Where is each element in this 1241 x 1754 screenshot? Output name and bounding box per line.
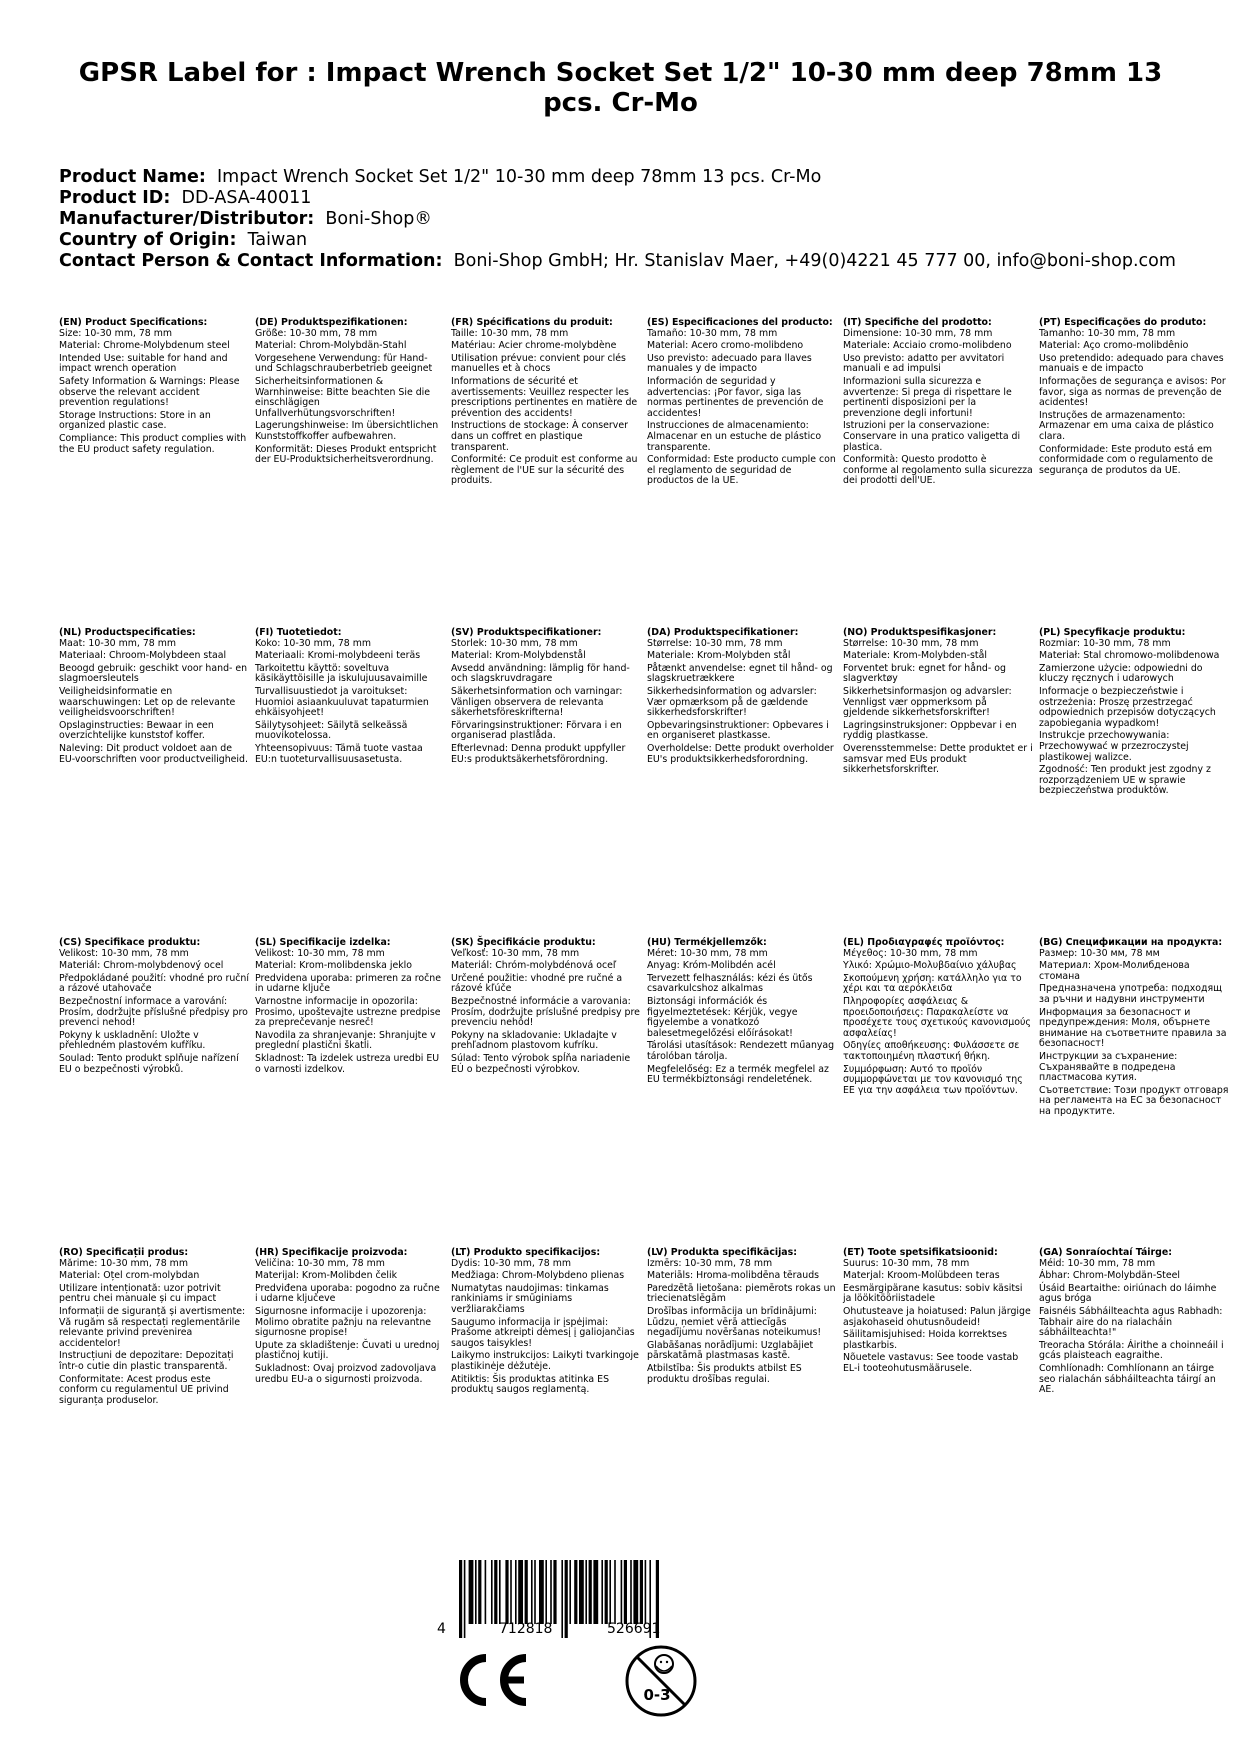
spec-line: Tarkoitettu käyttö: soveltuva käsikäyttöisille ja iskulujuusavaimille — [255, 662, 428, 685]
spec-heading: (FR) Spécifications du produit: — [451, 317, 613, 328]
spec-line: Instructions de stockage: À conserver dans un coffret en plastique transparent. — [451, 420, 628, 453]
spec-block — [255, 938, 445, 1077]
spec-line: Efterlevnad: Denna produkt uppfyller EU:s produktsäkerhetsförordning. — [451, 742, 626, 765]
spec-line: Atbilstība: Šis produkts atbilst ES produktu drošības regulai. — [647, 1362, 802, 1385]
spec-line: Uso previsto: adecuado para llaves manuales y de impacto — [647, 352, 812, 375]
spec-heading: (SV) Produktspecifikationer: — [451, 627, 602, 638]
spec-heading: (IT) Specifiche del prodotto: — [843, 317, 992, 328]
spec-line: Opslaginstructies: Bewaar in een overzichtelijke kunststof koffer. — [59, 719, 214, 742]
spec-line: Veličina: 10-30 mm, 78 mm — [255, 1257, 385, 1269]
spec-line: Naleving: Dit product voldoet aan de EU-voorschriften voor productveiligheid. — [59, 742, 248, 765]
spec-heading: (ES) Especificaciones del producto: — [647, 317, 833, 328]
info-label: Country of Origin: — [59, 230, 237, 250]
info-label: Manufacturer/Distributor: — [59, 209, 315, 229]
spec-line: Méret: 10-30 mm, 78 mm — [647, 947, 768, 959]
barcode-bar — [545, 1560, 547, 1624]
barcode-bar — [485, 1560, 487, 1624]
product-id-row — [59, 188, 1209, 209]
spec-heading: (FI) Tuotetiedot: — [255, 627, 342, 638]
spec-line: Koko: 10-30 mm, 78 mm — [255, 637, 372, 649]
spec-line: Overholdelse: Dette produkt overholder EU's produktsikkerhedsforordning. — [647, 742, 834, 765]
spec-line: Izmērs: 10-30 mm, 78 mm — [647, 1257, 773, 1269]
spec-block — [647, 938, 837, 1088]
spec-line: Treoracha Stórála: Áirithe a choinneáil i gcás plaisteach eagraithe. — [1039, 1339, 1224, 1362]
barcode-bar — [589, 1560, 592, 1624]
spec-line: Rozmiar: 10-30 mm, 78 mm — [1039, 637, 1171, 649]
spec-line: Předpokládané použití: vhodné pro ruční a rázové utahovače — [59, 972, 249, 995]
spec-block — [1039, 938, 1229, 1120]
spec-block — [647, 1248, 837, 1387]
spec-line: Varnostne informacije in opozorila: Prosimo, upoštevajte ustrezne predpise za preprečevanje nesreč! — [255, 995, 441, 1029]
spec-line: Conformidade: Este produto está em conformidade com o regulamento de segurança de produtos da UE. — [1039, 443, 1214, 476]
spec-line: Materjal: Kroom-Molübdeen teras — [843, 1270, 1000, 1282]
spec-line: Velikost: 10-30 mm, 78 mm — [59, 947, 189, 959]
spec-line: Påtænkt anvendelse: egnet til hånd- og slagskruetrækkere — [647, 662, 833, 685]
spec-line: Съответствие: Този продукт отговаря на регламента на ЕС за безопасност на продуктите. — [1039, 1084, 1229, 1117]
barcode-bar — [601, 1560, 603, 1624]
barcode-digit: 712818 — [499, 1621, 553, 1637]
spec-heading: (RO) Specificații produs: — [59, 1247, 189, 1258]
spec-line: Comhlíonadh: Comhlíonann an táirge seo rialachán sábháilteachta táirgí an AE. — [1039, 1362, 1216, 1396]
spec-line: Forventet bruk: egnet for hånd- og slagverktøy — [843, 662, 1006, 685]
spec-line: Materiaali: Kromi-molybdeeni teräs — [255, 650, 421, 662]
spec-heading: (LT) Produkto specifikacijos: — [451, 1247, 601, 1258]
barcode-bar — [550, 1560, 552, 1624]
spec-line: Paredzētā lietošana: piemērots rokas un triecienatslēgām — [647, 1282, 836, 1305]
spec-line: Инструкции за съхранение: Съхранявайте в подредена пластмасова кутия. — [1039, 1050, 1178, 1084]
spec-line: Μέγεθος: 10-30 mm, 78 mm — [843, 947, 978, 959]
spec-line: Material: Chrome-Molybdenum steel — [59, 340, 230, 352]
product-info — [59, 167, 1209, 272]
spec-line: Pokyny k uskladnění: Uložte v přehledném plastovém kufříku. — [59, 1029, 206, 1052]
spec-line: Sicherheitsinformationen & Warnhinweise: Bitte beachten Sie die einschlägigen Unfallverhütungsvorschriften! — [255, 375, 431, 419]
barcode-bar — [630, 1560, 632, 1624]
spec-heading: (NL) Productspecificaties: — [59, 627, 196, 638]
spec-line: Dimensione: 10-30 mm, 78 mm — [843, 327, 993, 339]
barcode-bar — [475, 1560, 477, 1624]
spec-heading: (GA) Sonraíochtaí Táirge: — [1039, 1247, 1172, 1258]
barcode-bar — [633, 1560, 638, 1624]
spec-line: Tamanho: 10-30 mm, 78 mm — [1039, 327, 1176, 339]
spec-heading: (SL) Specifikacije izdelka: — [255, 937, 391, 948]
spec-heading: (DA) Produktspecifikationer: — [647, 627, 799, 638]
spec-block — [451, 938, 641, 1077]
spec-line: Sigurnosne informacije i upozorenja: Molimo obratite pažnju na relevantne sigurnosne propise! — [255, 1305, 432, 1339]
spec-line: Turvallisuustiedot ja varoitukset: Huomioi asiaankuuluvat tapaturmien ehkäisyohjeet! — [255, 685, 429, 719]
spec-line: Maat: 10-30 mm, 78 mm — [59, 637, 177, 649]
spec-line: Zamierzone użycie: odpowiedni do kluczy ręcznych i udarowych — [1039, 662, 1203, 685]
spec-line: Predvidena uporaba: primeren za ročne in udarne ključe — [255, 972, 441, 995]
spec-line: Informazioni sulla sicurezza e avvertenze: Si prega di rispettare le pertinenti disposizioni per la prevenzione degli infortuni! — [843, 375, 1012, 419]
barcode-bar — [645, 1560, 647, 1624]
info-label: Product ID: — [59, 188, 171, 208]
country-row — [59, 230, 1209, 251]
barcode-bar — [624, 1560, 627, 1624]
spec-block — [255, 318, 445, 468]
info-value: Impact Wrench Socket Set 1/2" 10-30 mm deep 78mm 13 pcs. Cr-Mo — [217, 167, 822, 187]
spec-line: Intended Use: suitable for hand and impact wrench operation — [59, 352, 228, 375]
spec-line: Eesmärgipärane kasutus: sobiv käsitsi ja löökitööriistadele — [843, 1282, 1023, 1305]
barcode-bar — [585, 1560, 587, 1624]
spec-block — [843, 628, 1033, 778]
barcode-bar — [491, 1560, 493, 1624]
spec-heading: (SK) Špecifikácie produktu: — [451, 937, 596, 948]
spec-line: Istruzioni per la conservazione: Conservare in una pratico valigetta di plastica. — [843, 420, 1021, 453]
spec-line: Størrelse: 10-30 mm, 78 mm — [843, 637, 979, 649]
spec-line: Numatytas naudojimas: tinkamas rankiniams ir smūginiams veržliarakčiams — [451, 1282, 609, 1315]
spec-line: Matériau: Acier chrome-molybdène — [451, 340, 617, 352]
barcode-bar — [531, 1560, 533, 1624]
spec-line: Atitiktis: Šis produktas atitinka ES produktų saugos reglamentą. — [451, 1373, 610, 1396]
spec-block — [647, 628, 837, 767]
barcode-bar — [499, 1560, 501, 1624]
barcode-bar — [640, 1560, 643, 1624]
contact-row — [59, 251, 1209, 272]
spec-line: Dydis: 10-30 mm, 78 mm — [451, 1257, 571, 1269]
barcode-bar — [525, 1560, 528, 1624]
product-name-row — [59, 167, 1209, 188]
spec-block — [451, 1248, 641, 1398]
spec-line: Materiale: Krom-Molybden-stål — [843, 650, 987, 662]
spec-line: Materiale: Krom-Molybden stål — [647, 650, 791, 662]
spec-line: Konformität: Dieses Produkt entspricht der EU-Produktsicherheitsverordnung. — [255, 443, 437, 466]
spec-line: Veľkosť: 10-30 mm, 78 mm — [451, 947, 580, 959]
spec-line: Faisnéis Sábháilteachta agus Rabhadh: Tabhair aire do na rialacháin sábháilteachta!" — [1039, 1305, 1223, 1339]
spec-line: Conformità: Questo prodotto è conforme al regolamento sulla sicurezza dei prodotti dell'UE. — [843, 454, 1033, 487]
spec-block — [59, 628, 249, 767]
spec-line: Mărime: 10-30 mm, 78 mm — [59, 1257, 188, 1269]
spec-line: Soulad: Tento produkt splňuje nařízení EU o bezpečnosti výrobků. — [59, 1052, 239, 1075]
spec-line: Informações de segurança e avisos: Por favor, siga as normas de prevenção de acidentes! — [1039, 375, 1226, 409]
spec-line: Materiāls: Hroma-molibdēna tērauds — [647, 1270, 820, 1282]
spec-line: Vorgesehene Verwendung: für Hand- und Schlagschrauberbetrieb geeignet — [255, 352, 433, 375]
spec-line: Storlek: 10-30 mm, 78 mm — [451, 637, 578, 649]
spec-line: Skladnost: Ta izdelek ustreza uredbi EU o varnosti izdelkov. — [255, 1052, 440, 1075]
spec-heading: (PL) Specyfikacje produktu: — [1039, 627, 1186, 638]
spec-line: Nõuetele vastavus: See toode vastab EL-i tooteohutusmäärusele. — [843, 1352, 1019, 1374]
spec-line: Suurus: 10-30 mm, 78 mm — [843, 1257, 970, 1269]
spec-line: Материал: Хром-Молибденова стомана — [1039, 960, 1190, 982]
barcode-bar — [510, 1560, 512, 1624]
spec-line: Instruções de armazenamento: Armazenar em uma caixa de plástico clara. — [1039, 409, 1214, 442]
spec-line: Saugumo informacija ir įspėjimai: Prašome atkreipti dėmesį į galiojančias saugos taisykles! — [451, 1316, 635, 1349]
spec-heading: (HU) Termékjellemzők: — [647, 937, 767, 948]
spec-line: Συμμόρφωση: Αυτό το προϊόν συμμορφώνεται με τον κανονισμό της ΕΕ για την ασφάλεια των προϊόντων. — [843, 1063, 1023, 1096]
spec-line: Material: Krom-molibdenska jeklo — [255, 960, 412, 972]
spec-line: Uso previsto: adatto per avvitatori manuali e ad impulsi — [843, 352, 1005, 375]
barcode-bar — [464, 1560, 466, 1638]
barcode-bar — [515, 1560, 517, 1624]
spec-line: Biztonsági információk és figyelmeztetések: Kérjük, vegye figyelembe a vonatkozó balesetmegelőzési előírásokat! — [647, 995, 798, 1039]
barcode-bar — [609, 1560, 611, 1624]
spec-line: Predviđena uporaba: pogodno za ručne i udarne ključeve — [255, 1282, 440, 1305]
spec-line: Materiál: Chróm-molybdénová oceľ — [451, 960, 617, 972]
spec-line: Ohutusteave ja hoiatused: Palun järgige asjakohaseid ohutusnõudeid! — [843, 1305, 1031, 1328]
spec-line: Lagerungshinweise: Im übersichtlichen Kunststoffkoffer aufbewahren. — [255, 420, 439, 442]
barcode-bar — [505, 1560, 508, 1624]
spec-line: Taille: 10-30 mm, 78 mm — [451, 327, 569, 339]
spec-line: Materiaal: Chroom-Molybdeen staal — [59, 650, 227, 662]
ce-mark-icon — [448, 1652, 532, 1712]
spec-line: Velikost: 10-30 mm, 78 mm — [255, 947, 385, 959]
spec-line: Glabāšanas norādījumi: Uzglabājiet pārskatāmā plastmasas kastē. — [647, 1339, 814, 1362]
spec-line: Drošības informācija un brīdinājumi: Lūdzu, ņemiet vērā attiecīgās negadījumu novēršanas noteikumus! — [647, 1305, 822, 1339]
spec-block — [451, 628, 641, 767]
spec-line: Yhteensopivuus: Tämä tuote vastaa EU:n tuoteturvallisuusasetusta. — [255, 742, 423, 765]
spec-line: Størrelse: 10-30 mm, 78 mm — [647, 637, 783, 649]
spec-line: Material: Acero cromo-molibdeno — [647, 340, 804, 352]
spec-line: Material: Chrom-Molybdän-Stahl — [255, 340, 407, 352]
spec-line: Storage Instructions: Store in an organized plastic case. — [59, 409, 211, 432]
spec-line: Utilizare intenționată: uzor potrivit pentru chei manuale și cu impact — [59, 1282, 221, 1305]
info-label: Contact Person & Contact Information: — [59, 251, 443, 271]
spec-line: Sikkerhedsinformation og advarsler: Vær opmærksom på de gældende sikkerhedsforskrifter! — [647, 685, 817, 719]
spec-line: Navodila za shranjevanje: Shranjujte v preglední plastični škatli. — [255, 1029, 436, 1052]
spec-line: Größe: 10-30 mm, 78 mm — [255, 327, 378, 339]
spec-line: Utilisation prévue: convient pour clés manuelles et à chocs — [451, 352, 626, 375]
spec-line: Overensstemmelse: Dette produktet er i samsvar med EUs produkt sikkerhetsforskrifter. — [843, 742, 1033, 776]
spec-heading: (CS) Specifikace produktu: — [59, 937, 201, 948]
spec-block — [1039, 628, 1229, 799]
spec-line: Size: 10-30 mm, 78 mm — [59, 327, 173, 339]
barcode-digit: 526691 — [607, 1621, 661, 1637]
spec-block — [843, 318, 1033, 489]
barcode-bar — [518, 1560, 523, 1624]
spec-line: Laikymo instrukcijos: Laikyti tvarkingoje plastikinėje dėžutėje. — [451, 1350, 639, 1372]
spec-line: Opbevaringsinstruktioner: Opbevares i en organiseret plastkasse. — [647, 719, 829, 742]
spec-line: Safety Information & Warnings: Please observe the relevant accident prevention regulations! — [59, 375, 240, 409]
label-title: GPSR Label for : Impact Wrench Socket Set 1/2" 10-30 mm deep 78mm 13 pcs. Cr-Mo — [78, 58, 1163, 118]
spec-line: Tárolási utasítások: Rendezett műanyag tárolóban tárolja. — [647, 1040, 835, 1062]
spec-line: Säkerhetsinformation och varningar: Vänligen observera de relevanta säkerhetsföreskrifterna! — [451, 685, 623, 719]
spec-line: Materiál: Chrom-molybdenový ocel — [59, 960, 224, 972]
spec-line: Materiał: Stal chromowo-molibdenowa — [1039, 650, 1220, 662]
info-value: Taiwan — [247, 230, 308, 250]
barcode-bars — [437, 1560, 737, 1640]
barcode-bar — [574, 1560, 577, 1624]
barcode-bar — [614, 1560, 616, 1624]
spec-line: Sukladnost: Ovaj proizvod zadovoljava uredbu EU-a o sigurnosti proizvoda. — [255, 1362, 437, 1385]
spec-line: Förvaringsinstruktioner: Förvara i en organiserad plastlåda. — [451, 719, 622, 742]
spec-block — [1039, 318, 1229, 478]
spec-line: Tervezett felhasználás: kézi és ütős csavarkulcshoz alkalmas — [647, 972, 813, 995]
spec-line: Zgodność: Ten produkt jest zgodny z rozporządzeniem UE w sprawie bezpieczeństwa produktów. — [1039, 764, 1211, 797]
barcode-bar — [565, 1560, 568, 1638]
spec-line: Material: Oțel crom-molybdan — [59, 1270, 200, 1282]
spec-line: Veiligheidsinformatie en waarschuwingen: Let op de relevante veiligheidsvoorschriften! — [59, 685, 236, 719]
spec-line: Σκοπούμενη χρήση: κατάλληλο για το χέρι και τα αερόκλειδα — [843, 972, 1022, 995]
spec-block — [255, 628, 445, 767]
spec-line: Informații de siguranță și avertismente: Vă rugăm să respectați reglementările relevante privind prevenirea accidentelor! — [59, 1305, 246, 1349]
spec-line: Avsedd användning: lämplig för hand- och slagskruvdragare — [451, 662, 630, 685]
spec-block — [1039, 1248, 1229, 1398]
spec-block — [59, 938, 249, 1077]
spec-heading: (PT) Especificações do produto: — [1039, 317, 1207, 328]
barcode-bar — [539, 1560, 544, 1624]
spec-line: Materijal: Krom-Molibden čelik — [255, 1270, 398, 1282]
barcode-bar — [605, 1560, 608, 1624]
barcode-bar — [494, 1560, 497, 1624]
spec-line: Conformidad: Este producto cumple con el reglamento de seguridad de productos de la UE. — [647, 454, 836, 487]
spec-line: Conformitate: Acest produs este conform cu regulamentul UE privind siguranța produselor. — [59, 1373, 229, 1406]
spec-block — [451, 318, 641, 489]
spec-line: Megfelelőség: Ez a termék megfelel az EU termékbiztonsági rendeletének. — [647, 1063, 829, 1086]
barcode-bar — [553, 1560, 556, 1624]
spec-line: Instrukcje przechowywania: Przechowywać w przezroczystej plastikowej walizce. — [1039, 730, 1189, 763]
barcode-bar — [579, 1560, 584, 1624]
manufacturer-row — [59, 209, 1209, 230]
barcode-bar — [469, 1560, 474, 1624]
spec-block — [647, 318, 837, 489]
spec-line: Anyag: Króm-Molibdén acél — [647, 960, 776, 972]
svg-text:0-3: 0-3 — [643, 1686, 671, 1704]
spec-line: Säilitamisjuhised: Hoida korrektses plastkarbis. — [843, 1329, 1008, 1351]
barcode-bar — [478, 1560, 481, 1624]
spec-heading: (ET) Toote spetsifikatsioonid: — [843, 1247, 998, 1258]
spec-line: Materiale: Acciaio cromo-molibdeno — [843, 340, 1012, 352]
spec-line: Instrucciones de almacenamiento: Almacenar en un estuche de plástico transparente. — [647, 420, 822, 453]
spec-line: Información de seguridad y advertencias: ¡Por favor, siga las normas pertinentes de prevención de accidentes! — [647, 375, 824, 419]
spec-line: Οδηγίες αποθήκευσης: Φυλάσσετε σε τακτοποιημένη πλαστική θήκη. — [843, 1040, 1020, 1062]
spec-line: Instrucțiuni de depozitare: Depozitați într-o cutie din plastic transparentă. — [59, 1350, 234, 1372]
spec-block — [59, 1248, 249, 1408]
info-value: Boni-Shop® — [325, 209, 432, 229]
spec-line: Υλικό: Χρώμιο-Μολυβδαίνιο χάλυβας — [843, 960, 1017, 972]
barcode-bar — [621, 1560, 623, 1624]
spec-line: Medžiaga: Chrom-Molybdeno plienas — [451, 1270, 625, 1282]
spec-line: Uso pretendido: adequado para chaves manuais e de impacto — [1039, 352, 1224, 375]
spec-block — [255, 1248, 445, 1387]
spec-line: Compliance: This product complies with the EU product safety regulation. — [59, 432, 247, 455]
spec-heading: (NO) Produktspesifikasjoner: — [843, 627, 997, 638]
spec-heading: (BG) Спецификации на продукта: — [1039, 937, 1223, 948]
spec-line: Tamaño: 10-30 mm, 78 mm — [647, 327, 778, 339]
spec-line: Bezpečnostné informácie a varovania: Prosím, dodržujte príslušné predpisy pre prevenciu nehôd! — [451, 995, 640, 1029]
spec-heading: (LV) Produkta specifikācijas: — [647, 1247, 797, 1258]
spec-line: Pokyny na skladovanie: Ukladajte v prehľadnom plastovom kufríku. — [451, 1029, 617, 1052]
spec-line: Informations de sécurité et avertissements: Veuillez respecter les prescriptions pertinentes en matière de prévention des accidents! — [451, 375, 638, 419]
spec-block — [59, 318, 249, 457]
barcode-bar — [593, 1560, 598, 1624]
barcode-bar — [561, 1560, 563, 1638]
barcode-bar — [534, 1560, 536, 1624]
info-value: Boni-Shop GmbH; Hr. Stanislav Maer, +49(0)4221 45 777 00, info@boni-shop.com — [453, 251, 1176, 271]
spec-line: Lagringsinstruksjoner: Oppbevar i en ryddig plastkasse. — [843, 719, 1017, 742]
spec-block — [843, 1248, 1033, 1377]
spec-line: Sikkerhetsinformasjon og advarsler: Vennligst vær oppmerksom på gjeldende sikkerhetsforskrifter! — [843, 685, 1012, 719]
age-warning-icon — [622, 1642, 700, 1724]
spec-heading: (EL) Προδιαγραφές προϊόντος: — [843, 937, 1005, 948]
info-value: DD-ASA-40011 — [181, 188, 312, 208]
spec-line: Upute za skladištenje: Čuvati u urednoj plastičnoj kutiji. — [255, 1339, 440, 1362]
spec-line: Säilytysohjeet: Säilytä selkeässä muovikotelossa. — [255, 719, 408, 742]
spec-line: Bezpečnostní informace a varování: Prosím, dodržujte příslušné předpisy pro prevenci nehod! — [59, 995, 248, 1029]
barcode-digit: 4 — [437, 1621, 446, 1637]
spec-line: Material: Aço cromo-molibdênio — [1039, 340, 1189, 352]
spec-line: Súlad: Tento výrobok spĺňa nariadenie EÚ o bezpečnosti výrobkov. — [451, 1052, 631, 1075]
spec-line: Conformité: Ce produit est conforme au règlement de l'UE sur la sécurité des produits. — [451, 454, 638, 487]
spec-heading: (HR) Specifikacije proizvoda: — [255, 1247, 408, 1258]
spec-line: Ábhar: Chrom-Molybdän-Steel — [1039, 1270, 1180, 1282]
spec-heading: (EN) Product Specifications: — [59, 317, 208, 328]
spec-line: Méid: 10-30 mm, 78 mm — [1039, 1257, 1156, 1269]
spec-line: Material: Krom-Molybdenstål — [451, 650, 586, 662]
spec-line: Určené použitie: vhodné pre ručné a rázové kľúče — [451, 972, 623, 995]
spec-line: Предназначена употреба: подходящ за ръчни и надувни инструменти — [1039, 983, 1222, 1005]
spec-line: Úsáid Beartaithe: oiriúnach do láimhe agus bróga — [1039, 1282, 1217, 1305]
spec-line: Πληροφορίες ασφάλειας & προειδοποιήσεις: Παρακαλείστε να προσέχετε τους σχετικούς κανονισμούς ασφαλείας! — [843, 995, 1031, 1039]
spec-line: Размер: 10-30 мм, 78 мм — [1039, 947, 1160, 959]
spec-block — [843, 938, 1033, 1098]
spec-heading: (DE) Produktspezifikationen: — [255, 317, 408, 328]
spec-line: Beoogd gebruik: geschikt voor hand- en slagmoersleutels — [59, 662, 248, 685]
spec-line: Информация за безопасност и предупреждения: Моля, обърнете внимание на съответните правила за безопасност! — [1039, 1006, 1227, 1050]
barcode-bar — [459, 1560, 462, 1638]
spec-line: Informacje o bezpieczeństwie i ostrzeżenia: Proszę przestrzegać odpowiednich przepisów dotyczących zapobiegania wypadkom! — [1039, 685, 1216, 729]
barcode-bar — [569, 1560, 571, 1624]
info-label: Product Name: — [59, 167, 206, 187]
